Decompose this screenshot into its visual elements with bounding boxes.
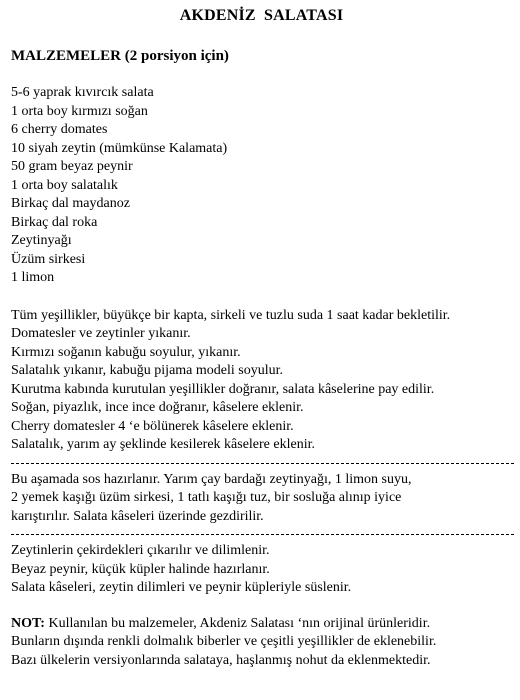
sauce-line: karıştırılır. Salata kâseleri üzerinde gezdirilir. [11, 508, 264, 524]
note-line: Bazı ülkelerin versiyonlarında salataya, haşlanmış nohut da eklenmektedir. [11, 652, 431, 668]
ingredient-item: 6 cherry domates [11, 122, 108, 137]
note-first-line [11, 615, 512, 634]
spacer [11, 598, 512, 615]
note-label: NOT: [11, 615, 45, 631]
ingredients-list [11, 84, 512, 288]
sauce-instructions [11, 471, 512, 527]
note-line: Bunların dışında renkli dolmalık biberler ve çeşitli yeşillikler de eklenebilir. [11, 634, 437, 649]
page-title: AKDENİZ SALATASI [179, 7, 344, 24]
preparation-step: Kırmızı soğanın kabuğu soyulur, yıkanır. [11, 344, 241, 360]
dashed-divider [11, 463, 514, 464]
ingredient-item: 1 orta boy kırmızı soğan [11, 103, 148, 119]
preparation-step: Kurutma kabında kurutulan yeşillikler doğranır, salata kâselerine pay edilir. [11, 381, 435, 397]
garnish-step: Beyaz peynir, küçük küpler halinde hazırlanır. [11, 561, 270, 577]
ingredient-item: Birkaç dal maydanoz [11, 196, 130, 211]
ingredient-item: Zeytinyağı [11, 233, 72, 248]
ingredient-item: 1 limon [11, 270, 55, 285]
garnish-steps [11, 542, 512, 598]
note-text: Kullanılan bu malzemeler, Akdeniz Salatası ‘nın orijinal ürünleridir. [44, 615, 431, 631]
ingredients-heading: MALZEMELER (2 porsiyon için) [11, 48, 229, 64]
garnish-step: Zeytinlerin çekirdekleri çıkarılır ve dilimlenir. [11, 543, 270, 558]
sauce-line: Bu aşamada sos hazırlanır. Yarım çay bardağı zeytinyağı, 1 limon suyu, [11, 471, 412, 487]
dashed-divider [11, 534, 514, 535]
preparation-step: Domatesler ve zeytinler yıkanır. [11, 326, 191, 341]
note-block [11, 615, 512, 671]
ingredient-item: Birkaç dal roka [11, 214, 98, 230]
ingredient-item: Üzüm sirkesi [11, 251, 86, 267]
preparation-step: Salatalık yıkanır, kabuğu pijama modeli soyulur. [11, 363, 284, 378]
sauce-line: 2 yemek kaşığı üzüm sirkesi, 1 tatlı kaşığı tuz, bir sosluğa alınıp iyice [11, 490, 402, 505]
ingredient-item: 50 gram beyaz peynir [11, 159, 133, 174]
preparation-step: Salatalık, yarım ay şeklinde kesilerek kâselere eklenir. [11, 437, 315, 452]
preparation-step: Cherry domatesler 4 ‘e bölünerek kâselere eklenir. [11, 418, 294, 434]
preparation-step: Soğan, piyazlık, ince ince doğranır, kâselere eklenir. [11, 400, 304, 415]
preparation-steps [11, 307, 512, 455]
garnish-step: Salata kâseleri, zeytin dilimleri ve peynir küpleriyle süslenir. [11, 580, 352, 595]
ingredient-item: 5-6 yaprak kıvırcık salata [11, 85, 154, 100]
ingredient-item: 10 siyah zeytin (mümkünse Kalamata) [11, 140, 228, 156]
preparation-step: Tüm yeşillikler, büyükçe bir kapta, sirkeli ve tuzlu suda 1 saat kadar bekletilir. [11, 307, 451, 323]
ingredient-item: 1 orta boy salatalık [11, 177, 118, 193]
